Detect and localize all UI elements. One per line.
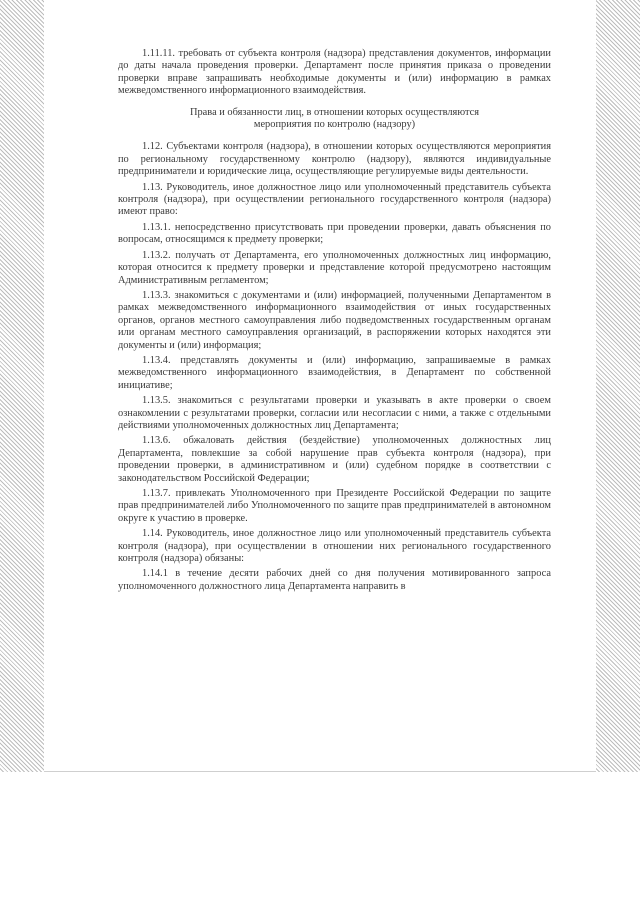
paragraph-1-13-7: 1.13.7. привлекать Уполномоченного при Президенте Российской Федерации по защите прав предпринимателей либо Уполномоченного по защите прав предпринимателей в автономном округе к участию в проверке.	[118, 488, 551, 524]
paragraph-1-13-3: 1.13.3. знакомиться с документами и (или) информацией, полученными Департаментом в рамках межведомственного информационного взаимодействия от иных государственных органов, органов местного самоуправления либо подведомственных государственным органам или органам местного самоуправления организаций, в распоряжении которых находятся эти документы и (или) информация;	[118, 289, 551, 351]
paragraph-1-13: 1.13. Руководитель, иное должностное лицо или уполномоченный представитель субъекта контроля (надзора), при осуществлении регионального государственного контроля (надзора) имеют право:	[118, 181, 551, 218]
scan-bottom-edge	[44, 771, 596, 772]
paragraph-1-13-5: 1.13.5. знакомиться с результатами проверки и указывать в акте проверки о своем ознакомлении с результатами проверки, согласии или несогласии с ними, а также с отдельными действиями уполномоченных должностных лиц Департамента;	[118, 395, 551, 431]
section-heading-line-1: Права и обязанности лиц, в отношении которых осуществляются	[189, 106, 480, 118]
scan-bottom-area	[0, 772, 640, 905]
section-heading-line-2: мероприятия по контролю (надзору)	[253, 119, 416, 131]
paragraph-1-13-2: 1.13.2. получать от Департамента, его уполномоченных должностных лиц информацию, которая относится к предмету проверки и представление которой предусмотрено настоящим Административным регламентом;	[118, 249, 551, 286]
paragraph-1-12: 1.12. Субъектами контроля (надзора), в отношении которых осуществляются мероприятия по региональному государственному контролю (надзору), являются индивидуальные предприниматели и юридические лица, осуществляющие регулируемые виды деятельности.	[118, 141, 551, 178]
paragraph-1-13-4: 1.13.4. представлять документы и (или) информацию, запрашиваемые в рамках межведомственного информационного взаимодействия, в Департамент по собственной инициативе;	[118, 354, 551, 391]
paragraph-1-11-11: 1.11.11. требовать от субъекта контроля (надзора) представления документов, информации до даты начала проведения проверки. Департамент после принятия приказа о проведении проверки вправе запрашивать необходимые документы и (или) информацию в рамках межведомственного информационного взаимодействия.	[118, 48, 551, 97]
scan-border-right	[596, 0, 640, 905]
document-page	[118, 48, 551, 596]
paragraph-1-14-1: 1.14.1 в течение десяти рабочих дней со дня получения мотивированного запроса уполномоченного должностного лица Департамента направить в	[118, 568, 551, 592]
paragraph-1-13-6: 1.13.6. обжаловать действия (бездействие) уполномоченных должностных лиц Департамента, повлекшие за собой нарушение прав субъекта контроля (надзора), при проведении проверки, в административном и (или) судебном порядке в соответствии с законодательством Российской Федерации;	[118, 435, 551, 484]
section-heading	[118, 107, 551, 132]
paragraph-1-14: 1.14. Руководитель, иное должностное лицо или уполномоченный представитель субъекта контроля (надзора), при осуществлении в отношении них регионального государственного контроля (надзора) обязаны:	[118, 528, 551, 565]
scan-border-left	[0, 0, 44, 905]
paragraph-1-13-1: 1.13.1. непосредственно присутствовать при проведении проверки, давать объяснения по вопросам, относящимся к предмету проверки;	[118, 221, 551, 246]
